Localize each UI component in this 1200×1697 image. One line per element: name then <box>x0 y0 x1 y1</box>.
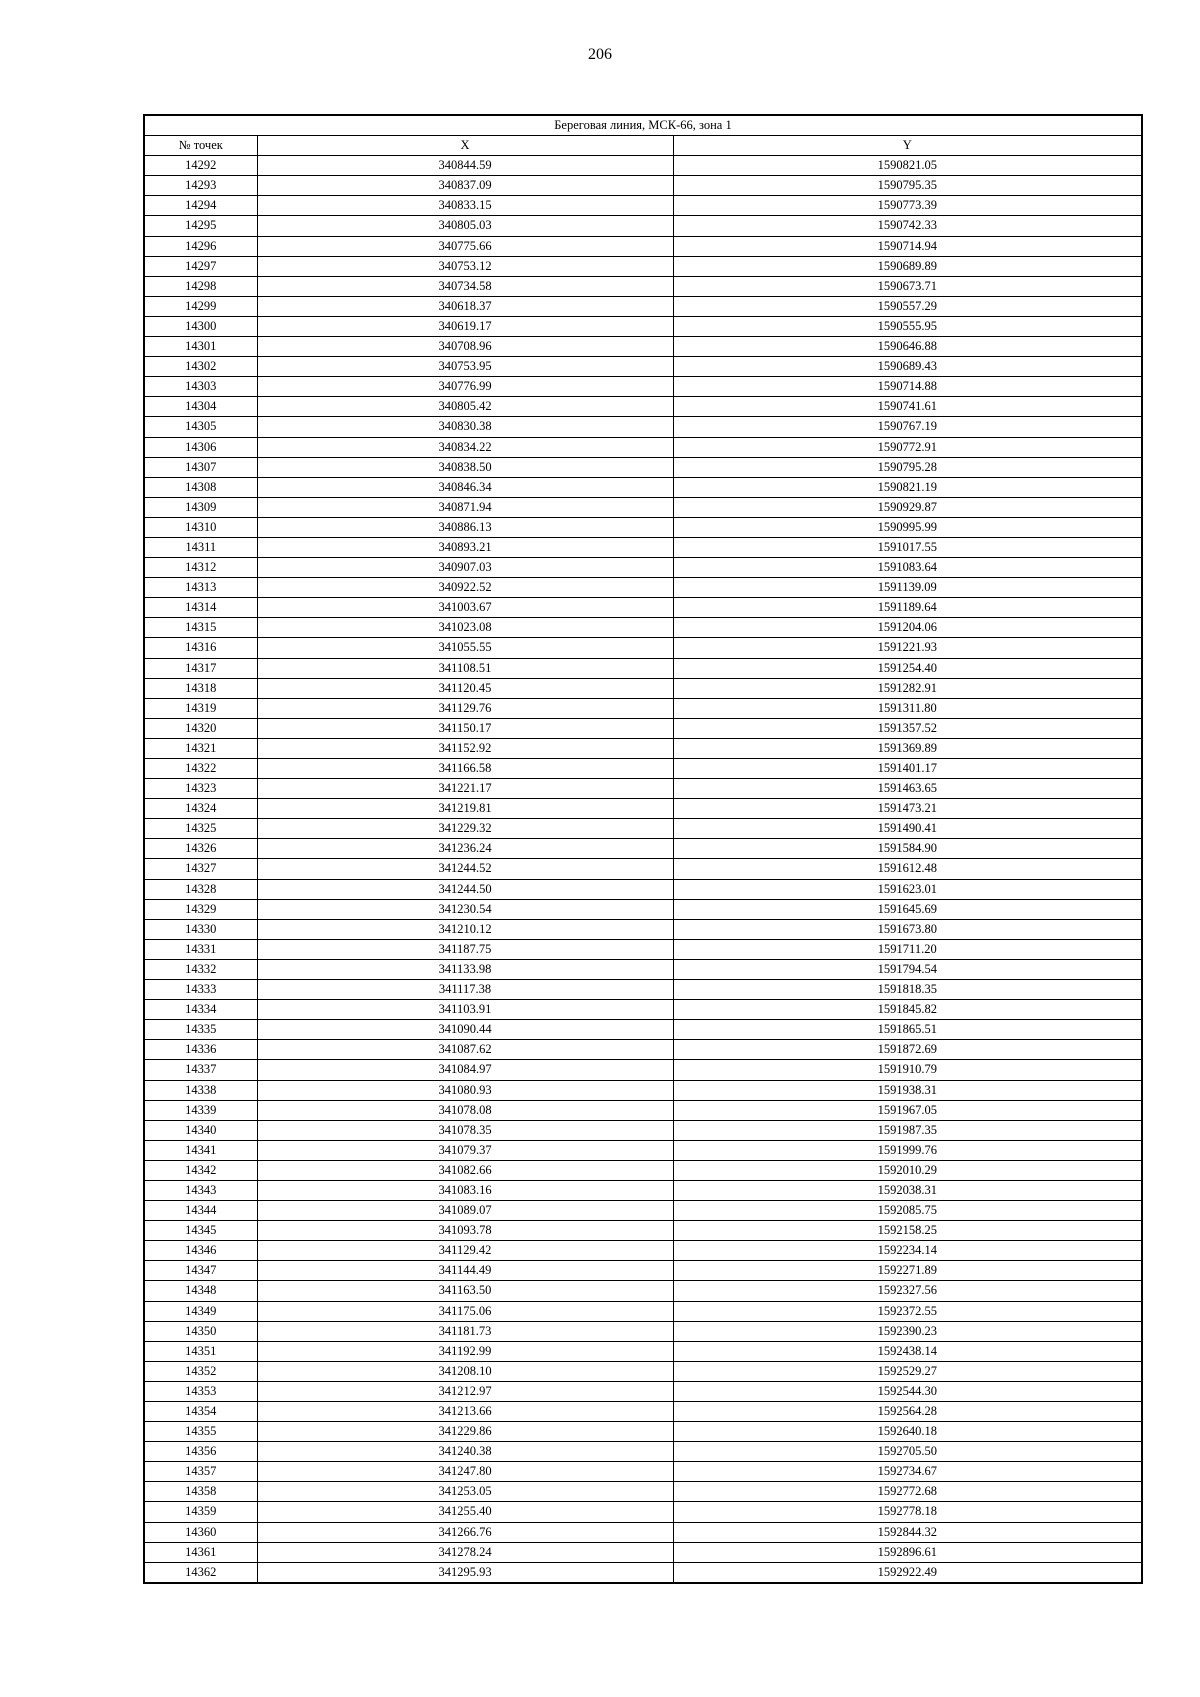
y-coordinate-cell: 1590742.33 <box>673 216 1142 236</box>
point-number-cell: 14355 <box>144 1422 257 1442</box>
y-coordinate-cell: 1592705.50 <box>673 1442 1142 1462</box>
y-coordinate-cell: 1590821.05 <box>673 156 1142 176</box>
y-coordinate-cell: 1592734.67 <box>673 1462 1142 1482</box>
point-number-cell: 14299 <box>144 296 257 316</box>
point-number-cell: 14335 <box>144 1020 257 1040</box>
x-coordinate-cell: 341089.07 <box>257 1201 673 1221</box>
x-coordinate-cell: 340907.03 <box>257 558 673 578</box>
y-coordinate-cell: 1590795.35 <box>673 176 1142 196</box>
point-number-cell: 14330 <box>144 919 257 939</box>
point-number-cell: 14321 <box>144 738 257 758</box>
point-number-cell: 14301 <box>144 337 257 357</box>
table-row <box>144 799 1142 819</box>
x-coordinate-cell: 340893.21 <box>257 537 673 557</box>
point-number-cell: 14341 <box>144 1140 257 1160</box>
table-row <box>144 1281 1142 1301</box>
y-coordinate-cell: 1592640.18 <box>673 1422 1142 1442</box>
point-number-cell: 14340 <box>144 1120 257 1140</box>
point-number-cell: 14361 <box>144 1542 257 1562</box>
table-row <box>144 618 1142 638</box>
y-coordinate-cell: 1591938.31 <box>673 1080 1142 1100</box>
table-row <box>144 1301 1142 1321</box>
x-coordinate-cell: 341253.05 <box>257 1482 673 1502</box>
table-row <box>144 316 1142 336</box>
x-coordinate-cell: 341166.58 <box>257 759 673 779</box>
y-coordinate-cell: 1590767.19 <box>673 417 1142 437</box>
y-coordinate-cell: 1591845.82 <box>673 1000 1142 1020</box>
y-coordinate-cell: 1591818.35 <box>673 980 1142 1000</box>
y-coordinate-cell: 1590689.89 <box>673 256 1142 276</box>
table-row <box>144 1462 1142 1482</box>
table-row <box>144 1482 1142 1502</box>
x-coordinate-cell: 341255.40 <box>257 1502 673 1522</box>
point-number-cell: 14349 <box>144 1301 257 1321</box>
x-coordinate-cell: 341278.24 <box>257 1542 673 1562</box>
point-number-cell: 14327 <box>144 859 257 879</box>
table-row <box>144 1562 1142 1583</box>
x-coordinate-cell: 340734.58 <box>257 276 673 296</box>
table-row <box>144 1060 1142 1080</box>
point-number-cell: 14328 <box>144 879 257 899</box>
y-coordinate-cell: 1591473.21 <box>673 799 1142 819</box>
x-coordinate-cell: 341229.86 <box>257 1422 673 1442</box>
x-coordinate-cell: 341103.91 <box>257 1000 673 1020</box>
y-coordinate-cell: 1591017.55 <box>673 537 1142 557</box>
table-row <box>144 1120 1142 1140</box>
x-coordinate-cell: 340708.96 <box>257 337 673 357</box>
table-row <box>144 598 1142 618</box>
table-row <box>144 357 1142 377</box>
point-number-cell: 14354 <box>144 1402 257 1422</box>
table-row <box>144 1341 1142 1361</box>
table-row <box>144 759 1142 779</box>
point-number-cell: 14313 <box>144 578 257 598</box>
table-row <box>144 678 1142 698</box>
x-coordinate-cell: 341295.93 <box>257 1562 673 1583</box>
y-coordinate-cell: 1591794.54 <box>673 959 1142 979</box>
table-row <box>144 899 1142 919</box>
y-coordinate-cell: 1591711.20 <box>673 939 1142 959</box>
x-coordinate-cell: 341229.32 <box>257 819 673 839</box>
y-coordinate-cell: 1591872.69 <box>673 1040 1142 1060</box>
y-coordinate-cell: 1591083.64 <box>673 558 1142 578</box>
y-coordinate-cell: 1592271.89 <box>673 1261 1142 1281</box>
table-row <box>144 578 1142 598</box>
y-coordinate-cell: 1591357.52 <box>673 718 1142 738</box>
y-coordinate-cell: 1591490.41 <box>673 819 1142 839</box>
y-coordinate-cell: 1591189.64 <box>673 598 1142 618</box>
point-number-cell: 14312 <box>144 558 257 578</box>
x-coordinate-cell: 341023.08 <box>257 618 673 638</box>
point-number-cell: 14298 <box>144 276 257 296</box>
x-coordinate-cell: 341236.24 <box>257 839 673 859</box>
x-coordinate-cell: 340775.66 <box>257 236 673 256</box>
point-number-cell: 14296 <box>144 236 257 256</box>
point-number-cell: 14326 <box>144 839 257 859</box>
point-number-cell: 14295 <box>144 216 257 236</box>
point-number-cell: 14350 <box>144 1321 257 1341</box>
x-coordinate-cell: 341093.78 <box>257 1221 673 1241</box>
point-number-cell: 14325 <box>144 819 257 839</box>
table-row <box>144 1100 1142 1120</box>
point-number-cell: 14292 <box>144 156 257 176</box>
x-coordinate-cell: 341090.44 <box>257 1020 673 1040</box>
x-coordinate-cell: 341221.17 <box>257 779 673 799</box>
y-coordinate-cell: 1591967.05 <box>673 1100 1142 1120</box>
y-coordinate-cell: 1592922.49 <box>673 1562 1142 1583</box>
y-coordinate-cell: 1591282.91 <box>673 678 1142 698</box>
x-coordinate-cell: 341080.93 <box>257 1080 673 1100</box>
x-coordinate-cell: 341244.50 <box>257 879 673 899</box>
y-coordinate-cell: 1592896.61 <box>673 1542 1142 1562</box>
point-number-cell: 14319 <box>144 698 257 718</box>
x-coordinate-cell: 341210.12 <box>257 919 673 939</box>
x-coordinate-cell: 341152.92 <box>257 738 673 758</box>
y-coordinate-cell: 1591463.65 <box>673 779 1142 799</box>
x-coordinate-cell: 341003.67 <box>257 598 673 618</box>
table-row <box>144 377 1142 397</box>
point-number-cell: 14302 <box>144 357 257 377</box>
y-coordinate-cell: 1591369.89 <box>673 738 1142 758</box>
table-row <box>144 156 1142 176</box>
point-number-cell: 14343 <box>144 1180 257 1200</box>
table-row <box>144 1221 1142 1241</box>
x-coordinate-cell: 341133.98 <box>257 959 673 979</box>
y-coordinate-cell: 1592234.14 <box>673 1241 1142 1261</box>
y-coordinate-cell: 1591987.35 <box>673 1120 1142 1140</box>
y-coordinate-cell: 1590995.99 <box>673 517 1142 537</box>
table-row <box>144 337 1142 357</box>
x-coordinate-cell: 341082.66 <box>257 1160 673 1180</box>
point-number-cell: 14310 <box>144 517 257 537</box>
point-number-cell: 14348 <box>144 1281 257 1301</box>
table-row <box>144 658 1142 678</box>
y-coordinate-cell: 1592529.27 <box>673 1361 1142 1381</box>
point-number-cell: 14320 <box>144 718 257 738</box>
x-coordinate-cell: 341192.99 <box>257 1341 673 1361</box>
table-row <box>144 176 1142 196</box>
y-coordinate-cell: 1591401.17 <box>673 759 1142 779</box>
x-coordinate-cell: 340753.12 <box>257 256 673 276</box>
table-title-row <box>144 115 1142 136</box>
x-coordinate-cell: 340886.13 <box>257 517 673 537</box>
table-row <box>144 1000 1142 1020</box>
y-coordinate-cell: 1591254.40 <box>673 658 1142 678</box>
table-row <box>144 1140 1142 1160</box>
table-row <box>144 698 1142 718</box>
point-number-cell: 14294 <box>144 196 257 216</box>
y-coordinate-cell: 1590555.95 <box>673 316 1142 336</box>
point-number-cell: 14305 <box>144 417 257 437</box>
x-coordinate-cell: 341163.50 <box>257 1281 673 1301</box>
y-coordinate-cell: 1592772.68 <box>673 1482 1142 1502</box>
point-number-cell: 14304 <box>144 397 257 417</box>
table-row <box>144 256 1142 276</box>
y-coordinate-cell: 1592327.56 <box>673 1281 1142 1301</box>
y-coordinate-cell: 1590714.88 <box>673 377 1142 397</box>
table-row <box>144 1180 1142 1200</box>
y-coordinate-cell: 1590741.61 <box>673 397 1142 417</box>
table-row <box>144 779 1142 799</box>
y-coordinate-cell: 1592778.18 <box>673 1502 1142 1522</box>
y-coordinate-cell: 1590795.28 <box>673 457 1142 477</box>
x-coordinate-cell: 340619.17 <box>257 316 673 336</box>
x-coordinate-cell: 341129.76 <box>257 698 673 718</box>
point-number-cell: 14329 <box>144 899 257 919</box>
y-coordinate-cell: 1592564.28 <box>673 1402 1142 1422</box>
point-number-cell: 14337 <box>144 1060 257 1080</box>
point-number-cell: 14309 <box>144 497 257 517</box>
point-number-cell: 14293 <box>144 176 257 196</box>
point-number-cell: 14360 <box>144 1522 257 1542</box>
x-coordinate-cell: 340834.22 <box>257 437 673 457</box>
y-coordinate-cell: 1591910.79 <box>673 1060 1142 1080</box>
x-coordinate-cell: 341144.49 <box>257 1261 673 1281</box>
x-coordinate-cell: 341208.10 <box>257 1361 673 1381</box>
point-number-cell: 14303 <box>144 377 257 397</box>
table-row <box>144 939 1142 959</box>
table-title: Береговая линия, МСК-66, зона 1 <box>144 115 1142 136</box>
point-number-cell: 14359 <box>144 1502 257 1522</box>
x-coordinate-cell: 341230.54 <box>257 899 673 919</box>
y-coordinate-cell: 1592010.29 <box>673 1160 1142 1180</box>
table-row <box>144 397 1142 417</box>
table-row <box>144 1020 1142 1040</box>
y-coordinate-cell: 1590773.39 <box>673 196 1142 216</box>
y-coordinate-cell: 1590772.91 <box>673 437 1142 457</box>
point-number-cell: 14352 <box>144 1361 257 1381</box>
table-row <box>144 1080 1142 1100</box>
x-coordinate-cell: 340838.50 <box>257 457 673 477</box>
table-row <box>144 196 1142 216</box>
table-row <box>144 959 1142 979</box>
point-number-cell: 14332 <box>144 959 257 979</box>
x-coordinate-cell: 340805.03 <box>257 216 673 236</box>
table-row <box>144 1502 1142 1522</box>
table-row <box>144 859 1142 879</box>
x-coordinate-cell: 341247.80 <box>257 1462 673 1482</box>
x-coordinate-cell: 340618.37 <box>257 296 673 316</box>
point-number-cell: 14323 <box>144 779 257 799</box>
table-header-row <box>144 136 1142 156</box>
table-row <box>144 1040 1142 1060</box>
table-body <box>144 156 1142 1583</box>
point-number-cell: 14306 <box>144 437 257 457</box>
x-coordinate-cell: 340844.59 <box>257 156 673 176</box>
table-row <box>144 497 1142 517</box>
table-row <box>144 1321 1142 1341</box>
x-coordinate-cell: 341187.75 <box>257 939 673 959</box>
point-number-cell: 14331 <box>144 939 257 959</box>
point-number-cell: 14353 <box>144 1381 257 1401</box>
y-coordinate-cell: 1591221.93 <box>673 638 1142 658</box>
point-number-cell: 14344 <box>144 1201 257 1221</box>
point-number-cell: 14346 <box>144 1241 257 1261</box>
table-row <box>144 638 1142 658</box>
point-number-cell: 14308 <box>144 477 257 497</box>
table-row <box>144 1361 1142 1381</box>
table-row <box>144 537 1142 557</box>
x-coordinate-cell: 340833.15 <box>257 196 673 216</box>
y-coordinate-cell: 1592438.14 <box>673 1341 1142 1361</box>
page-number: 206 <box>588 46 612 63</box>
table-row <box>144 1522 1142 1542</box>
x-coordinate-cell: 341108.51 <box>257 658 673 678</box>
table-row <box>144 1422 1142 1442</box>
y-coordinate-cell: 1590689.43 <box>673 357 1142 377</box>
point-number-cell: 14356 <box>144 1442 257 1462</box>
table-row <box>144 1402 1142 1422</box>
point-number-cell: 14315 <box>144 618 257 638</box>
x-coordinate-cell: 341240.38 <box>257 1442 673 1462</box>
point-number-cell: 14358 <box>144 1482 257 1502</box>
point-number-cell: 14318 <box>144 678 257 698</box>
x-coordinate-cell: 341079.37 <box>257 1140 673 1160</box>
x-coordinate-cell: 341212.97 <box>257 1381 673 1401</box>
point-number-cell: 14322 <box>144 759 257 779</box>
column-header-x: X <box>257 136 673 156</box>
table-row <box>144 980 1142 1000</box>
x-coordinate-cell: 341175.06 <box>257 1301 673 1321</box>
table-row <box>144 1201 1142 1221</box>
column-header-y: Y <box>673 136 1142 156</box>
coordinates-table <box>143 114 1143 1584</box>
y-coordinate-cell: 1590929.87 <box>673 497 1142 517</box>
point-number-cell: 14339 <box>144 1100 257 1120</box>
x-coordinate-cell: 340871.94 <box>257 497 673 517</box>
x-coordinate-cell: 341087.62 <box>257 1040 673 1060</box>
table-row <box>144 437 1142 457</box>
y-coordinate-cell: 1591204.06 <box>673 618 1142 638</box>
table-row <box>144 216 1142 236</box>
table-row <box>144 558 1142 578</box>
x-coordinate-cell: 341244.52 <box>257 859 673 879</box>
table-row <box>144 738 1142 758</box>
point-number-cell: 14307 <box>144 457 257 477</box>
table-row <box>144 296 1142 316</box>
column-header-point-number: № точек <box>144 136 257 156</box>
table-row <box>144 879 1142 899</box>
x-coordinate-cell: 340846.34 <box>257 477 673 497</box>
x-coordinate-cell: 341213.66 <box>257 1402 673 1422</box>
x-coordinate-cell: 341129.42 <box>257 1241 673 1261</box>
point-number-cell: 14334 <box>144 1000 257 1020</box>
x-coordinate-cell: 340837.09 <box>257 176 673 196</box>
x-coordinate-cell: 341117.38 <box>257 980 673 1000</box>
y-coordinate-cell: 1590557.29 <box>673 296 1142 316</box>
table-row <box>144 236 1142 256</box>
y-coordinate-cell: 1591612.48 <box>673 859 1142 879</box>
y-coordinate-cell: 1591584.90 <box>673 839 1142 859</box>
y-coordinate-cell: 1592158.25 <box>673 1221 1142 1241</box>
table-row <box>144 276 1142 296</box>
table-row <box>144 517 1142 537</box>
point-number-cell: 14362 <box>144 1562 257 1583</box>
y-coordinate-cell: 1590673.71 <box>673 276 1142 296</box>
point-number-cell: 14351 <box>144 1341 257 1361</box>
point-number-cell: 14345 <box>144 1221 257 1241</box>
table-row <box>144 819 1142 839</box>
x-coordinate-cell: 340922.52 <box>257 578 673 598</box>
point-number-cell: 14338 <box>144 1080 257 1100</box>
table-row <box>144 1442 1142 1462</box>
x-coordinate-cell: 341219.81 <box>257 799 673 819</box>
x-coordinate-cell: 341150.17 <box>257 718 673 738</box>
y-coordinate-cell: 1592390.23 <box>673 1321 1142 1341</box>
y-coordinate-cell: 1592038.31 <box>673 1180 1142 1200</box>
y-coordinate-cell: 1591311.80 <box>673 698 1142 718</box>
y-coordinate-cell: 1591645.69 <box>673 899 1142 919</box>
table-row <box>144 417 1142 437</box>
table-row <box>144 1241 1142 1261</box>
point-number-cell: 14317 <box>144 658 257 678</box>
y-coordinate-cell: 1591999.76 <box>673 1140 1142 1160</box>
table-row <box>144 1261 1142 1281</box>
y-coordinate-cell: 1592372.55 <box>673 1301 1142 1321</box>
point-number-cell: 14342 <box>144 1160 257 1180</box>
x-coordinate-cell: 340776.99 <box>257 377 673 397</box>
x-coordinate-cell: 341181.73 <box>257 1321 673 1341</box>
point-number-cell: 14297 <box>144 256 257 276</box>
table-row <box>144 1542 1142 1562</box>
point-number-cell: 14347 <box>144 1261 257 1281</box>
table-row <box>144 477 1142 497</box>
y-coordinate-cell: 1592085.75 <box>673 1201 1142 1221</box>
point-number-cell: 14336 <box>144 1040 257 1060</box>
x-coordinate-cell: 341078.35 <box>257 1120 673 1140</box>
y-coordinate-cell: 1592544.30 <box>673 1381 1142 1401</box>
y-coordinate-cell: 1590646.88 <box>673 337 1142 357</box>
y-coordinate-cell: 1591623.01 <box>673 879 1142 899</box>
point-number-cell: 14333 <box>144 980 257 1000</box>
y-coordinate-cell: 1591865.51 <box>673 1020 1142 1040</box>
table-row <box>144 457 1142 477</box>
y-coordinate-cell: 1590714.94 <box>673 236 1142 256</box>
y-coordinate-cell: 1592844.32 <box>673 1522 1142 1542</box>
table-row <box>144 718 1142 738</box>
x-coordinate-cell: 340830.38 <box>257 417 673 437</box>
y-coordinate-cell: 1591673.80 <box>673 919 1142 939</box>
table-row <box>144 1381 1142 1401</box>
x-coordinate-cell: 340753.95 <box>257 357 673 377</box>
x-coordinate-cell: 341084.97 <box>257 1060 673 1080</box>
point-number-cell: 14311 <box>144 537 257 557</box>
x-coordinate-cell: 341055.55 <box>257 638 673 658</box>
y-coordinate-cell: 1590821.19 <box>673 477 1142 497</box>
point-number-cell: 14300 <box>144 316 257 336</box>
x-coordinate-cell: 341078.08 <box>257 1100 673 1120</box>
table-row <box>144 839 1142 859</box>
x-coordinate-cell: 341083.16 <box>257 1180 673 1200</box>
table-row <box>144 1160 1142 1180</box>
x-coordinate-cell: 340805.42 <box>257 397 673 417</box>
point-number-cell: 14316 <box>144 638 257 658</box>
y-coordinate-cell: 1591139.09 <box>673 578 1142 598</box>
table-row <box>144 919 1142 939</box>
point-number-cell: 14314 <box>144 598 257 618</box>
x-coordinate-cell: 341120.45 <box>257 678 673 698</box>
point-number-cell: 14357 <box>144 1462 257 1482</box>
point-number-cell: 14324 <box>144 799 257 819</box>
x-coordinate-cell: 341266.76 <box>257 1522 673 1542</box>
